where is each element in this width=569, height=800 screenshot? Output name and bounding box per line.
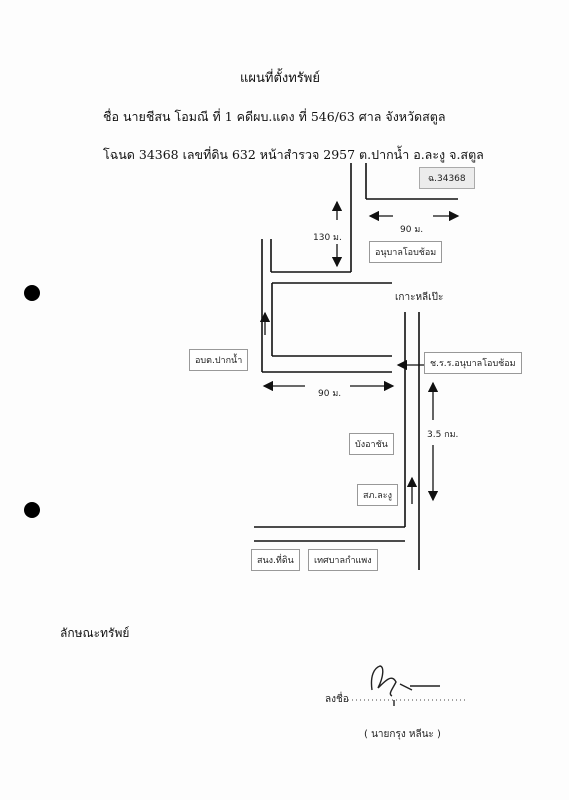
deed-tag: ฉ.34368 [419, 167, 475, 189]
property-section-heading: ลักษณะทรัพย์ [60, 626, 130, 640]
distance-90m-left: 90 ม. [318, 389, 342, 399]
municipal-label: เทศบาลกำแพง [308, 549, 378, 571]
distance-130m: 130 ม. [313, 233, 342, 243]
land-office-label: สนง.ที่ดิน [251, 549, 300, 571]
signature-mark [371, 666, 412, 706]
distance-90m-top: 90 ม. [400, 225, 424, 235]
owner-line: ชื่อ นายชีสน โอมณี ที่ 1 คดีผบ.แดง ที่ 546/63 ศาล จังหวัดสตูล [103, 109, 446, 124]
sao-label: อบต.ปากน้ำ [189, 349, 248, 371]
document-title: แผนที่ตั้งทรัพย์ [240, 71, 320, 86]
police-label: สภ.ละงู [357, 484, 398, 506]
deed-line: โฉนด 34368 เลขที่ดิน 632 หน้าสำรวจ 2957 ต.ปากน้ำ อ.ละงู จ.สตูล [103, 147, 484, 162]
distance-3-5km: 3.5 กม. [427, 430, 459, 440]
sign-label: ลงชื่อ [325, 694, 349, 705]
school-label: ช.ร.ร.อนุบาลโอบช้อม [424, 352, 522, 374]
kindergarten-label: อนุบาลโอบช้อม [369, 241, 442, 263]
island-label: เกาะหลีเป๊ะ [395, 292, 444, 303]
bang-label: บังอาชัน [349, 433, 394, 455]
signer-name: ( นายกรุง หลีนะ ) [364, 729, 441, 740]
